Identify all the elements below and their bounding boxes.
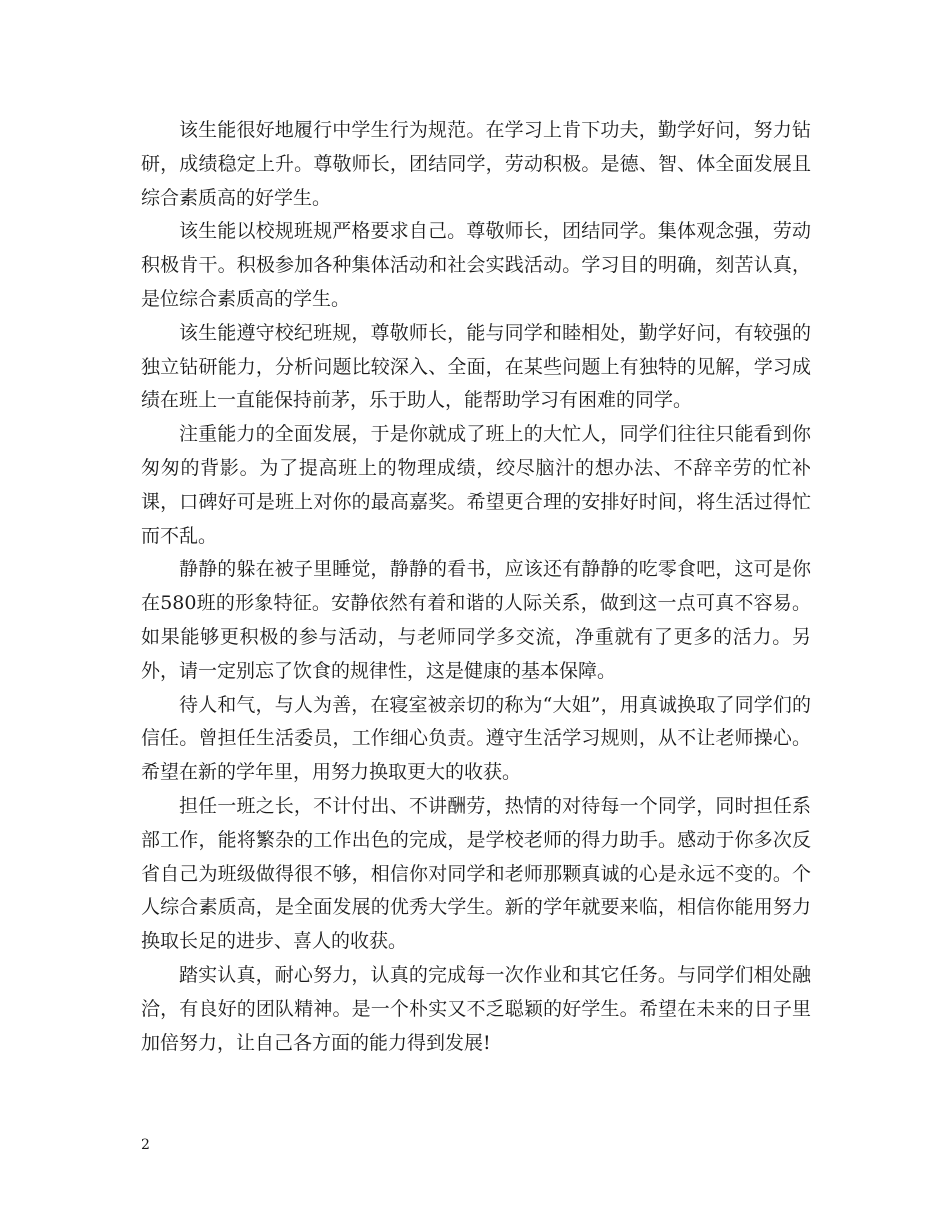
paragraph: 踏实认真，耐心努力，认真的完成每一次作业和其它任务。与同学们相处融洽，有良好的团队精神。是一个朴实又不乏聪颖的好学生。希望在未来的日子里加倍努力，让自己各方面的能力得到发展!	[141, 963, 811, 1054]
paragraph: 待人和气，与人为善，在寝室被亲切的称为“大姐”，用真诚换取了同学们的信任。曾担任生活委员，工作细心负责。遵守生活学习规则，从不让老师操心。希望在新的学年里，用努力换取更大的收获。	[141, 693, 811, 784]
paragraph: 该生能很好地履行中学生行为规范。在学习上肯下功夫，勤学好问，努力钻研，成绩稳定上升。尊敬师长，团结同学，劳动积极。是德、智、体全面发展且综合素质高的好学生。	[141, 119, 811, 209]
paragraph: 该生能遵守校纪班规，尊敬师长，能与同学和睦相处，勤学好问，有较强的独立钻研能力，分析问题比较深入、全面，在某些问题上有独特的见解，学习成绩在班上一直能保持前茅，乐于助人，能帮助学习有困难的同学。	[141, 321, 811, 412]
document-body	[141, 114, 811, 1060]
paragraph: 静静的躲在被子里睡觉，静静的看书，应该还有静静的吃零食吧，这可是你在580班的形象特征。安静依然有着和谐的人际关系，做到这一点可真不容易。如果能够更积极的参与活动，与老师同学多交流，净重就有了更多的活力。另外，请一定别忘了饮食的规律性，这是健康的基本保障。	[141, 558, 811, 682]
page-number: 2	[141, 1137, 150, 1153]
paragraph: 担任一班之长，不计付出、不讲酬劳，热情的对待每一个同学，同时担任系部工作，能将繁杂的工作出色的完成，是学校老师的得力助手。感动于你多次反省自己为班级做得很不够，相信你对同学和老师那颗真诚的心是永远不变的。个人综合素质高，是全面发展的优秀大学生。新的学年就要来临，相信你能用努力换取长足的进步、喜人的收获。	[141, 794, 811, 953]
paragraph: 注重能力的全面发展，于是你就成了班上的大忙人，同学们往往只能看到你匆匆的背影。为了提高班上的物理成绩，绞尽脑汁的想办法、不辞辛劳的忙补课，口碑好可是班上对你的最高嘉奖。希望更合理的安排好时间，将生活过得忙而不乱。	[141, 423, 811, 547]
paragraph: 该生能以校规班规严格要求自己。尊敬师长，团结同学。集体观念强，劳动积极肯干。积极参加各种集体活动和社会实践活动。学习目的明确，刻苦认真，是位综合素质高的学生。	[141, 220, 811, 310]
